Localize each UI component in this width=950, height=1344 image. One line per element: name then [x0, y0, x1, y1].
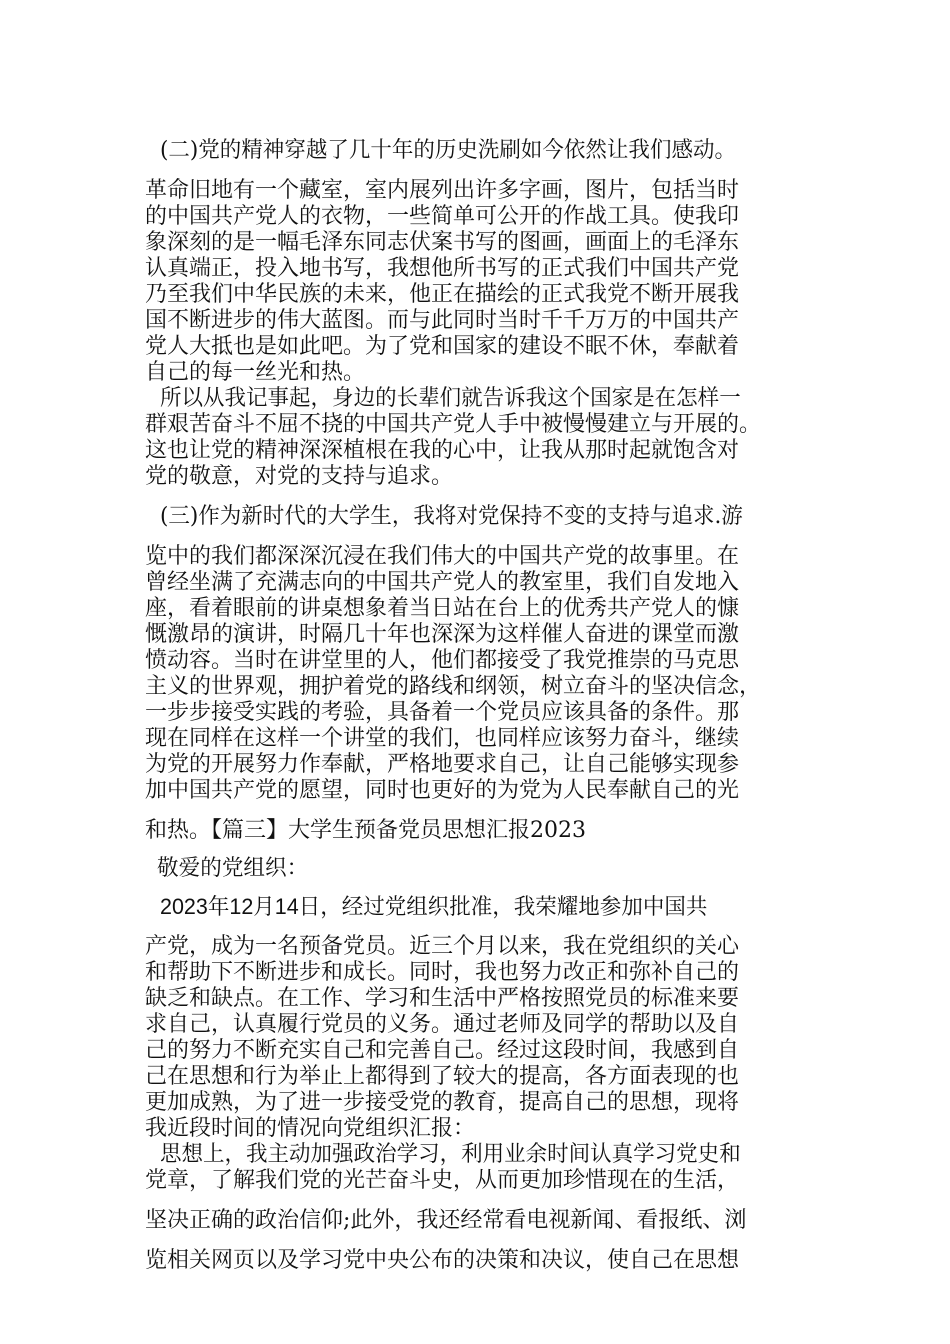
text-line: 党人大抵也是如此吧。为了党和国家的建设不眠不休，奉献着: [145, 334, 740, 359]
text-line: 己的努力不断充实自己和完善自己。经过这段时间，我感到自: [145, 1038, 740, 1063]
text-line: 乃至我们中华民族的未来，他正在描绘的正式我党不断开展我: [145, 282, 740, 307]
text-line: 更加成熟，为了进一步接受党的教育，提高自己的思想，现将: [145, 1090, 740, 1115]
text-line: 曾经坐满了充满志向的中国共产党人的教室里，我们自发地入: [145, 570, 740, 595]
text-line: 所以从我记事起，身边的长辈们就告诉我这个国家是在怎样一: [160, 386, 741, 411]
salutation: 敬爱的党组织：: [157, 856, 309, 881]
text-line: 现在同样在这样一个讲堂的我们，也同样应该努力奋斗，继续: [145, 726, 740, 751]
text-line: 党的敬意，对党的支持与追求。: [145, 464, 454, 489]
text-line: 己在思想和行为举止上都得到了较大的提高，各方面表现的也: [145, 1064, 740, 1089]
text-line: 我近段时间的情况向党组织汇报：: [145, 1116, 476, 1141]
text-line: 求自己，认真履行党员的义务。通过老师及同学的帮助以及自: [145, 1012, 740, 1037]
text-line: 产党，成为一名预备党员。近三个月以来，我在党组织的关心: [145, 934, 740, 959]
text-line: 的中国共产党人的衣物，一些简单可公开的作战工具。使我印: [145, 204, 740, 229]
text-line: 缺乏和缺点。在工作、学习和生活中严格按照党员的标准来要: [145, 986, 740, 1011]
date-line: 2023年12月14日，经过党组织批准，我荣耀地参加中国共: [160, 894, 708, 919]
text-line: 愤动容。当时在讲堂里的人，他们都接受了我党推崇的马克思: [145, 648, 740, 673]
text-line: 这也让党的精神深深植根在我的心中，让我从那时起就饱含对: [145, 438, 740, 463]
text-line: 加中国共产党的愿望，同时也更好的为党为人民奉献自己的光: [145, 778, 740, 803]
text-line: 坚决正确的政治信仰;此外，我还经常看电视新闻、看报纸、浏: [145, 1208, 747, 1233]
text-line: 群艰苦奋斗不屈不挠的中国共产党人手中被慢慢建立与开展的。: [145, 412, 762, 437]
text-line: 一步步接受实践的考验，具备着一个党员应该具备的条件。那: [145, 700, 740, 725]
text-line: 座，看着眼前的讲桌想象着当日站在台上的优秀共产党人的慷: [145, 596, 740, 621]
text-line: 国不断进步的伟大蓝图。而与此同时当时千千万万的中国共产: [145, 308, 740, 333]
section-heading-two: (二)党的精神穿越了几十年的历史洗刷如今依然让我们感动。: [160, 138, 736, 163]
text-line-with-title: 和热。【篇三】大学生预备党员思想汇报2023: [145, 818, 586, 843]
text-line: 党章，了解我们党的光芒奋斗史，从而更加珍惜现在的生活，: [145, 1168, 740, 1193]
text-line: 革命旧地有一个藏室，室内展列出许多字画，图片，包括当时: [145, 178, 740, 203]
text-line: 览中的我们都深深沉浸在我们伟大的中国共产党的故事里。在: [145, 544, 740, 569]
text-line: 思想上，我主动加强政治学习，利用业余时间认真学习党史和: [160, 1142, 741, 1167]
text-line: 认真端正，投入地书写，我想他所书写的正式我们中国共产党: [145, 256, 740, 281]
section-heading-three: (三)作为新时代的大学生，我将对党保持不变的支持与追求.游: [160, 504, 743, 529]
text-line: 主义的世界观，拥护着党的路线和纲领，树立奋斗的坚决信念，: [145, 674, 762, 699]
text-line: 和帮助下不断进步和成长。同时，我也努力改正和弥补自己的: [145, 960, 740, 985]
text-line: 自己的每一丝光和热。: [145, 360, 366, 385]
text-line: 为党的开展努力作奉献，严格地要求自己，让自己能够实现参: [145, 752, 740, 777]
text-line: 象深刻的是一幅毛泽东同志伏案书写的图画，画面上的毛泽东: [145, 230, 740, 255]
text-line: 览相关网页以及学习党中央公布的决策和决议，使自己在思想: [145, 1248, 740, 1273]
text-line: 慨激昂的演讲，时隔几十年也深深为这样催人奋进的课堂而激: [145, 622, 740, 647]
